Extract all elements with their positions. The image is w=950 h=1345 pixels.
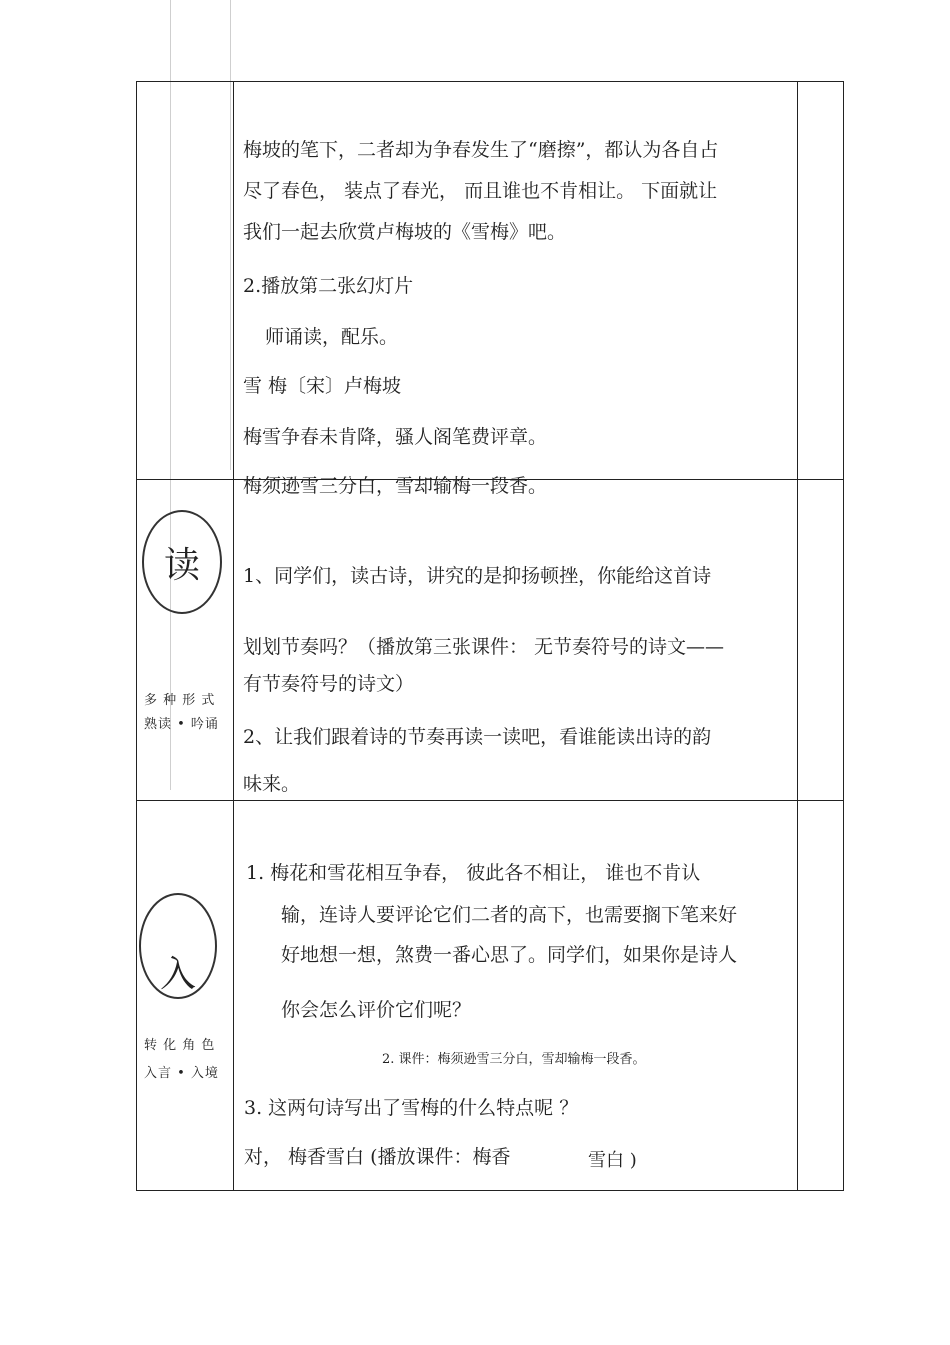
faint-guide-line-right [230,0,231,470]
enter-side-label-1: 转 化 角 色 [144,1038,216,1053]
column-divider-1 [233,81,234,1191]
read-item-1-line-1: 1、同学们，读古诗，讲究的是抑扬顿挫，你能给这首诗 [243,565,712,587]
read-side-label-1: 多 种 形 式 [144,693,216,708]
column-divider-2 [797,81,798,1191]
read-circle-badge [142,510,222,614]
poem-line-2: 梅须逊雪三分白，雪却输梅一段香。 [243,475,548,497]
poem-line-1: 梅雪争春未肯降，骚人阁笔费评章。 [243,426,548,448]
read-side-label-2: 熟读 • 吟诵 [144,717,219,732]
faint-guide-line-left [170,0,171,790]
table-border-right [843,81,844,1191]
question-1-line-3: 好地想一想，煞费一番心思了。同学们，如果你是诗人 [281,944,738,966]
paragraph-line-1: 梅坡的笔下，二者却为争春发生了“磨擦”，都认为各自占 [243,139,719,161]
enter-side-label-2: 入言 • 入境 [144,1066,219,1081]
table-border-left [136,81,137,1191]
row-divider-2 [136,800,844,801]
question-1-line-4: 你会怎么评价它们呢？ [281,999,472,1021]
step-2-play-slide: 2.播放第二张幻灯片 [243,275,414,297]
read-circle-char: 读 [163,544,200,586]
question-1-line-1: 1. 梅花和雪花相互争春， 彼此各不相让， 谁也不肯认 [246,862,701,884]
question-2-slide: 2. 课件：梅须逊雪三分白，雪却输梅一段香。 [382,1052,646,1067]
enter-circle-badge [139,893,217,999]
enter-circle-char: 入 [159,953,196,995]
paragraph-line-3: 我们一起去欣赏卢梅坡的《雪梅》吧。 [243,221,567,243]
read-item-1-line-3: 有节奏符号的诗文） [243,673,415,695]
question-3: 3. 这两句诗写出了雪梅的什么特点呢 ？ [244,1097,579,1119]
answer-line: 对， 梅香雪白 (播放课件：梅香 [244,1146,511,1168]
teacher-recite: 师诵读，配乐。 [265,326,399,348]
table-border-bottom [136,1190,844,1191]
read-item-1-line-2: 划划节奏吗？（播放第三张课件： 无节奏符号的诗文—— [243,636,725,658]
answer-line-end: 雪白 ) [588,1150,637,1171]
table-border-top [136,81,844,82]
paragraph-line-2: 尽了春色， 装点了春光， 而且谁也不肯相让。 下面就让 [243,180,718,202]
poem-title: 雪 梅〔宋〕卢梅坡 [243,375,402,397]
read-item-2-line-1: 2、让我们跟着诗的节奏再读一读吧，看谁能读出诗的韵 [243,726,712,748]
question-1-line-2: 输，连诗人要评论它们二者的高下，也需要搁下笔来好 [281,904,738,926]
read-item-2-line-2: 味来。 [243,773,301,795]
